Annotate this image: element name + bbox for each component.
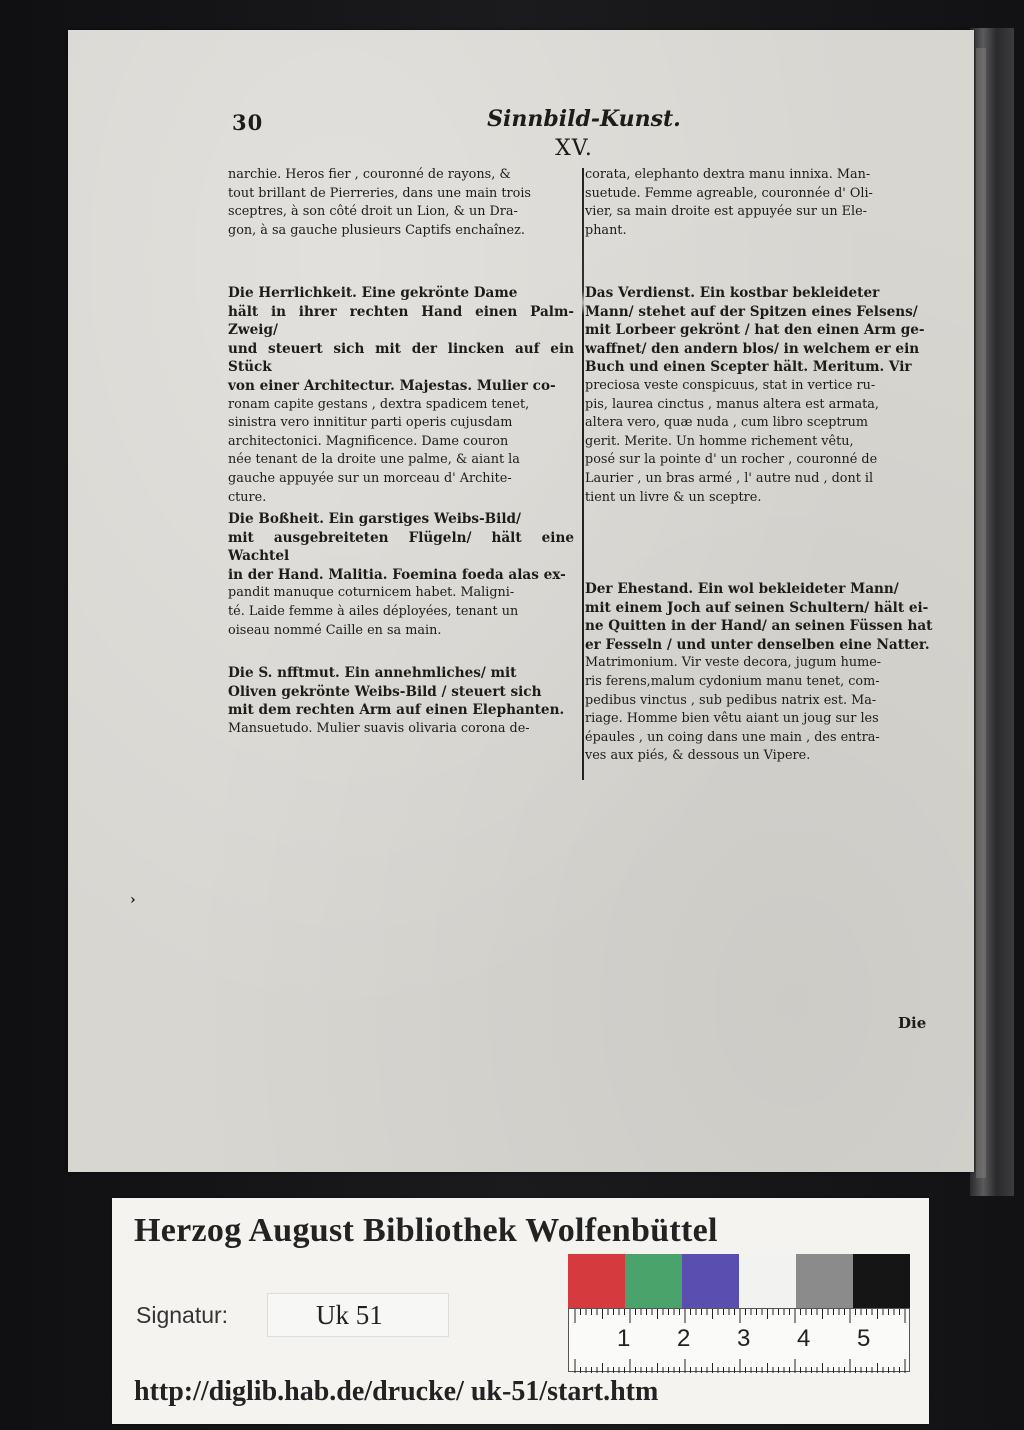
catalog-url: http://diglib.hab.de/drucke/ uk-51/start.htm xyxy=(134,1376,659,1407)
scale-number: 4 xyxy=(797,1325,811,1352)
column-rule xyxy=(582,168,584,780)
text-line: née tenant de la droite une palme, & aiant la xyxy=(228,452,520,468)
text-line: pandit manuque coturnicem habet. Maligni- xyxy=(228,585,515,601)
text-line: vier, sa main droite est appuyée sur un Ele- xyxy=(585,204,867,220)
page-number: 30 xyxy=(232,110,264,135)
catchword: Die xyxy=(898,1014,927,1032)
text-line: Mansuetudo. Mulier suavis olivaria corona de- xyxy=(228,720,530,736)
left-entry-bossheit xyxy=(228,510,574,640)
text-line: pedibus vinctus , sub pedibus natrix est. Ma- xyxy=(585,692,877,708)
section-number: XV. xyxy=(555,136,593,161)
text-line: mit ausgebreiteten Flügeln/ hält eine Wachtel xyxy=(228,529,574,565)
text-line: sinistra vero innititur parti operis cujusdam xyxy=(228,415,513,431)
left-entry-herrlichkeit xyxy=(228,284,574,507)
text-line: ris ferens,malum cydonium manu tenet, com- xyxy=(585,673,880,689)
signature-label: Signatur: xyxy=(136,1302,229,1328)
page-edge-sheet xyxy=(976,48,986,1178)
scale-number: 3 xyxy=(737,1325,751,1352)
text-line: mit Lorbeer gekrönt / hat den einen Arm ge- xyxy=(585,322,925,339)
text-line: mit einem Joch auf seinen Schultern/ hält ei- xyxy=(585,599,929,616)
signature-value: Uk 51 xyxy=(316,1300,383,1330)
text-line: waffnet/ den andern blos/ in welchem er ein xyxy=(585,340,920,357)
text-line: corata, elephanto dextra manu innixa. Man- xyxy=(585,167,871,182)
text-line: Der Ehestand. Ein wol bekleideter Mann/ xyxy=(585,581,899,597)
text-line: preciosa veste conspicuus, stat in vertice ru- xyxy=(585,377,876,393)
text-line: gerit. Merite. Un homme richement vêtu, xyxy=(585,433,854,449)
text-line: Mann/ stehet auf der Spitzen eines Felsens/ xyxy=(585,303,918,320)
text-line: tout brillant de Pierreries, dans une main trois xyxy=(228,185,531,201)
color-swatches xyxy=(568,1254,910,1308)
text-line: von einer Architectur. Majestas. Mulier co- xyxy=(228,377,556,394)
right-entry-verdienst xyxy=(585,284,937,507)
left-intro-block xyxy=(228,166,574,240)
swatch-red xyxy=(568,1254,625,1308)
text-line: posé sur la pointe d' un rocher , couronné de xyxy=(585,452,878,468)
right-intro-block xyxy=(585,166,937,240)
text-line: Die Herrlichkeit. Eine gekrönte Dame xyxy=(228,285,518,301)
measurement-scale xyxy=(568,1308,910,1372)
swatch-white xyxy=(739,1254,796,1308)
margin-mark: › xyxy=(130,892,136,908)
text-line: Buch und einen Scepter hält. Meritum. Vir xyxy=(585,359,912,376)
scale-number: 2 xyxy=(677,1325,691,1352)
text-line: sceptres, à son côté droit un Lion, & un Dra- xyxy=(228,204,518,220)
text-line: cture. xyxy=(228,489,267,505)
scale-number: 1 xyxy=(617,1325,631,1352)
text-line: ves aux piés, & dessous un Vipere. xyxy=(585,748,811,764)
text-line: ronam capite gestans , dextra spadicem tenet, xyxy=(228,396,530,412)
text-line: gauche appuyée sur un morceau d' Archite- xyxy=(228,470,512,486)
swatch-green xyxy=(625,1254,682,1308)
text-line: altera vero, quæ nuda , cum libro sceptrum xyxy=(585,415,869,431)
text-line: mit dem rechten Arm auf einen Elephanten. xyxy=(228,702,565,719)
text-line: pis, laurea cinctus , manus altera est armata, xyxy=(585,396,879,412)
text-line: er Fesseln / und unter denselben eine Natter. xyxy=(585,636,930,653)
text-line: in der Hand. Malitia. Foemina foeda alas ex- xyxy=(228,566,566,583)
right-entry-ehestand xyxy=(585,580,937,766)
text-line: narchie. Heros fier , couronné de rayons, & xyxy=(228,167,511,182)
left-entry-sanfftmut xyxy=(228,664,574,738)
text-line: Matrimonium. Vir veste decora, jugum hume- xyxy=(585,655,882,671)
swatch-blue xyxy=(682,1254,739,1308)
text-line: Die S. nfftmut. Ein annehmliches/ mit xyxy=(228,665,517,681)
text-line: Oliven gekrönte Weibs-Bild / steuert sich xyxy=(228,683,542,700)
text-line: Laurier , un bras armé , l' autre nud , dont il xyxy=(585,470,874,486)
text-line: hält in ihrer rechten Hand einen Palm-Zweig/ xyxy=(228,303,574,339)
text-line: té. Laide femme à ailes déployées, tenant un xyxy=(228,603,519,619)
text-line: architectonici. Magnificence. Dame couron xyxy=(228,433,509,449)
book-page-edge xyxy=(970,28,1014,1196)
text-line: tient un livre & un sceptre. xyxy=(585,489,762,505)
library-color-card xyxy=(112,1198,929,1424)
book-page xyxy=(68,30,974,1172)
scale-number: 5 xyxy=(857,1325,871,1352)
text-line: ne Quitten in der Hand/ an seinen Füssen hat xyxy=(585,618,933,635)
library-name: Herzog August Bibliothek Wolfenbüttel xyxy=(134,1212,718,1249)
text-line: épaules , un coing dans une main , des entra- xyxy=(585,729,880,745)
text-line: phant. xyxy=(585,222,627,238)
swatch-black xyxy=(853,1254,910,1308)
text-line: suetude. Femme agreable, couronnée d' Oli- xyxy=(585,185,873,201)
swatch-gray xyxy=(796,1254,853,1308)
text-line: Die Boßheit. Ein garstiges Weibs-Bild/ xyxy=(228,511,521,527)
running-head: Sinnbild-Kunst. xyxy=(487,106,681,132)
text-line: Das Verdienst. Ein kostbar bekleideter xyxy=(585,285,880,301)
text-line: riage. Homme bien vêtu aiant un joug sur les xyxy=(585,711,879,727)
text-line: und steuert sich mit der lincken auf ein Stück xyxy=(228,340,574,376)
text-line: oiseau nommé Caille en sa main. xyxy=(228,622,442,638)
text-line: gon, à sa gauche plusieurs Captifs enchaînez. xyxy=(228,222,525,238)
